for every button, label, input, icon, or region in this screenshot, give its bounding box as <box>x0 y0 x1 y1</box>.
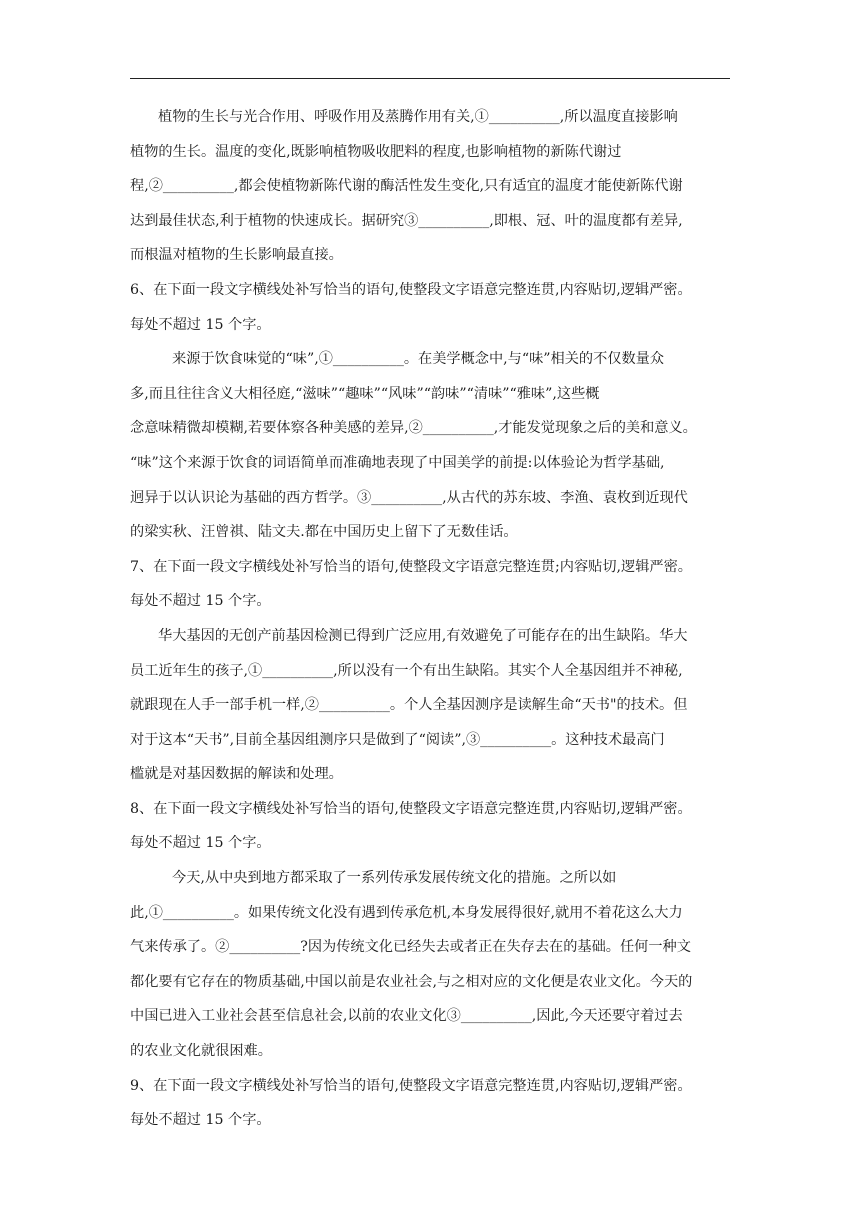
passage-line: 多,而且往往含义大相径庭,“滋味”“趣味”“风味”“韵味”“清味”“雅味”,这些概 <box>130 385 600 402</box>
passage-line: 今天,从中央到地方都采取了一系列传承发展传统文化的措施。之所以如 <box>172 870 617 887</box>
passage-line: 员工近年生的孩子,①__________,所以没有一个有出生缺陷。其实个人全基因组并不神秘, <box>130 662 683 679</box>
question-6-limit: 每处不超过 15 个字。 <box>130 316 271 333</box>
passage-line: 迥异于以认识论为基础的西方哲学。③__________,从古代的苏东坡、李渔、袁枚到近现代 <box>130 489 688 506</box>
question-8-instruction: 8、在下面一段文字横线处补写恰当的语句,使整段文字语意完整连贯,内容贴切,逻辑严密。 <box>130 800 692 817</box>
passage-line: 中国已进入工业社会甚至信息社会,以前的农业文化③__________,因此,今天还要守着过去 <box>130 1008 683 1025</box>
passage-line: 而根温对植物的生长影响最直接。 <box>130 247 343 264</box>
question-7-instruction: 7、在下面一段文字横线处补写恰当的语句,使整段文字语意完整连贯;内容贴切,逻辑严密。 <box>130 558 692 575</box>
question-9-instruction: 9、在下面一段文字横线处补写恰当的语句,使整段文字语意完整连贯,内容贴切,逻辑严密。 <box>130 1077 692 1094</box>
passage-line: 气来传承了。②__________?因为传统文化已经失去或者正在失存去在的基础。任何一种文 <box>130 939 691 956</box>
question-6-instruction: 6、在下面一段文字横线处补写恰当的语句,使整段文字语意完整连贯,内容贴切,逻辑严密。 <box>130 281 692 298</box>
passage-line: 的农业文化就很困难。 <box>130 1043 272 1060</box>
question-7-limit: 每处不超过 15 个字。 <box>130 593 271 610</box>
passage-line: 达到最佳状态,利于植物的快速成长。据研究③__________,即根、冠、叶的温度都有差异, <box>130 212 683 229</box>
passage-line: 就跟现在人手一部手机一样,②__________。个人全基因测序是读解生命“天书"的技术。但 <box>130 697 688 714</box>
passage-line: 槛就是对基因数据的解读和处理。 <box>130 766 343 783</box>
passage-line: 此,①__________。如果传统文化没有遇到传承危机,本身发展得很好,就用不着花这么大力 <box>130 904 683 921</box>
passage-line: 来源于饮食味觉的“味”,①__________。在美学概念中,与“味”相关的不仅数量众 <box>172 351 665 368</box>
passage-line: 的梁实秋、汪曾祺、陆文夫.都在中国历史上留下了无数佳话。 <box>130 524 518 541</box>
passage-line: 都化要有它存在的物质基础,中国以前是农业社会,与之相对应的文化便是农业文化。今天的 <box>130 973 693 990</box>
passage-line: 程,②__________,都会使植物新陈代谢的酶活性发生变化,只有适宜的温度才能使新陈代谢 <box>130 178 683 195</box>
passage-line: 植物的生长与光合作用、呼吸作用及蒸腾作用有关,①__________,所以温度直接影响 <box>158 109 678 125</box>
question-8-limit: 每处不超过 15 个字。 <box>130 835 271 852</box>
passage-line: 念意味精微却模糊,若要体察各种美感的差异,②__________,才能发觉现象之后的美和意义。 <box>130 420 697 437</box>
passage-line: “味”这个来源于饮食的词语简单而准确地表现了中国美学的前提:以体验论为哲学基础, <box>130 454 665 471</box>
header-rule <box>130 78 730 79</box>
passage-line: 植物的生长。温度的变化,既影响植物吸收肥料的程度,也影响植物的新陈代谢过 <box>130 143 622 160</box>
question-9-limit: 每处不超过 15 个字。 <box>130 1112 271 1129</box>
passage-line: 华大基因的无创产前基因检测已得到广泛应用,有效避免了可能存在的出生缺陷。华大 <box>158 627 688 644</box>
passage-line: 对于这本“天书”,目前全基因组测序只是做到了“阅读”,③__________。这种技术最高门 <box>130 731 665 748</box>
document-body <box>130 100 732 1138</box>
